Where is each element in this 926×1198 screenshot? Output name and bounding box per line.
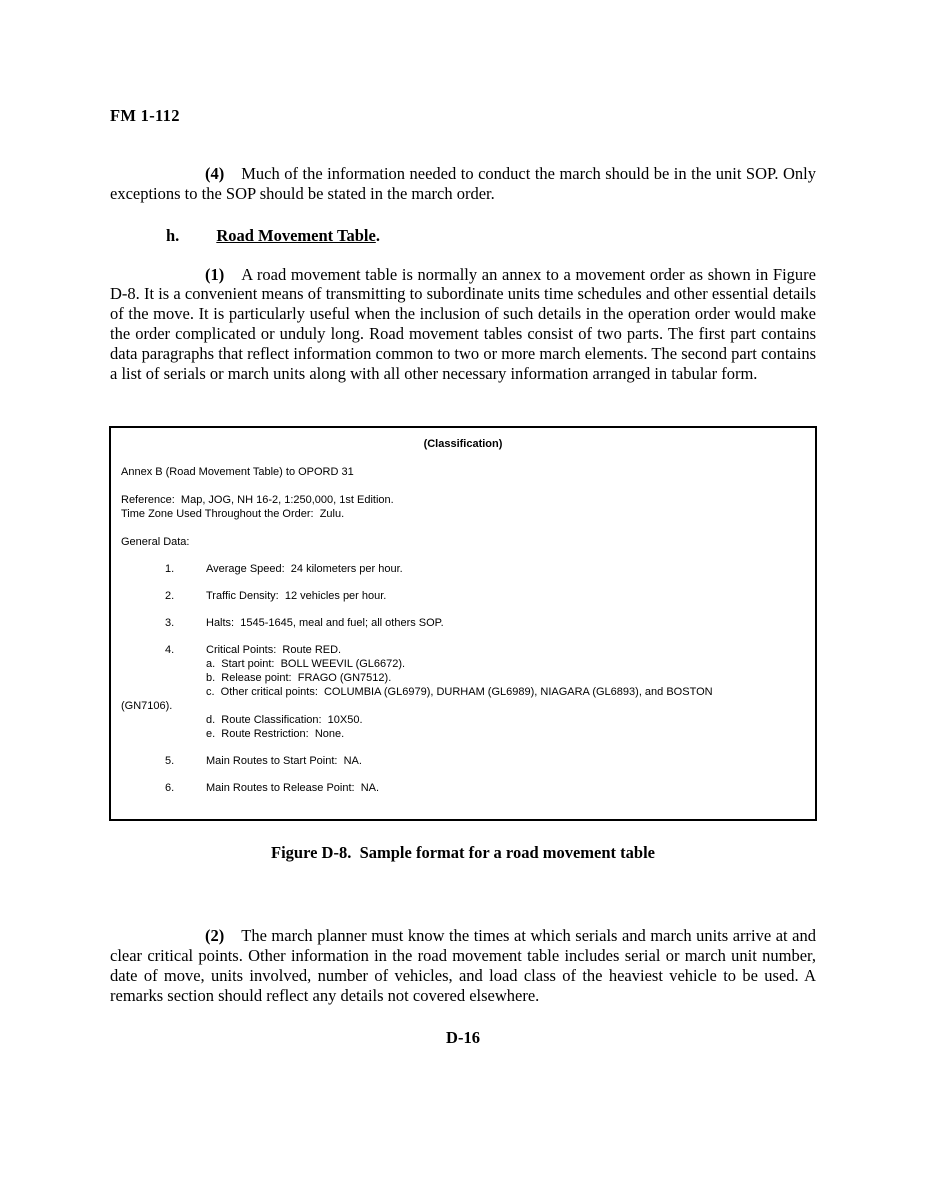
paragraph-2-number: (2)	[205, 926, 225, 946]
page-number: D-16	[446, 1027, 480, 1047]
paragraph-1-number: (1)	[205, 264, 225, 284]
section-letter: h.	[166, 225, 180, 245]
general-data-item-4	[121, 643, 805, 657]
reference-line: Reference: Map, JOG, NH 16-2, 1:250,000, 1st Edition.	[121, 494, 394, 507]
paragraph-4	[110, 164, 816, 204]
item-4-sub-a: a. Start point: BOLL WEEVIL (GL6672).	[206, 658, 406, 671]
item-number: 6.	[165, 782, 175, 795]
annex-title: Annex B (Road Movement Table) to OPORD 31	[121, 466, 354, 479]
item-4-sub-e: e. Route Restriction: None.	[206, 728, 345, 741]
general-data-item-1	[121, 562, 805, 576]
general-data-item-6	[121, 781, 805, 795]
item-number: 1.	[165, 563, 175, 576]
general-data-item-2	[121, 589, 805, 603]
paragraph-4-text: Much of the information needed to conduct the march should be in the unit SOP. Only exceptions to the SOP should be stated in the march order.	[110, 164, 816, 203]
paragraph-2-text: The march planner must know the times at which serials and march units arrive at and clear critical points. Other information in the road movement table includes serial or march unit number, date of move, units involved, number of vehicles, and load class of the heaviest vehicle to be used. A remarks section should reflect any details not covered elsewhere.	[110, 926, 816, 1005]
item-number: 2.	[165, 590, 175, 603]
general-data-label: General Data:	[121, 536, 190, 549]
figure-d8-box	[109, 426, 817, 821]
section-title-period: .	[375, 225, 380, 245]
paragraph-4-number: (4)	[205, 164, 225, 183]
paragraph-1-text: A road movement table is normally an annex to a movement order as shown in Figure D-8. It is a convenient means of transmitting to subordinate units time schedules and other essential details of the move. It is particularly useful when the inclusion of such details in the operation order would make the order complicated or unduly long. Road movement tables consist of two parts. The first part contains data paragraphs that reflect information common to two or more march elements. The second part contains a list of serials or march units along with all other necessary information arranged in tabular form.	[110, 264, 816, 383]
figure-caption: Figure D-8. Sample format for a road movement table	[270, 843, 656, 863]
item-4-sub-d: d. Route Classification: 10X50.	[206, 714, 363, 727]
timezone-line: Time Zone Used Throughout the Order: Zulu.	[121, 508, 345, 521]
item-number: 4.	[165, 644, 175, 657]
general-data-item-5	[121, 754, 805, 768]
paragraph-1	[110, 265, 816, 384]
item-text: Average Speed: 24 kilometers per hour.	[206, 563, 403, 576]
item-number: 3.	[165, 617, 175, 630]
manual-number: FM 1-112	[110, 106, 180, 125]
item-text: Critical Points: Route RED.	[206, 644, 342, 657]
paragraph-2	[110, 926, 816, 1005]
item-text: Halts: 1545-1645, meal and fuel; all others SOP.	[206, 617, 444, 630]
item-4-sub-b: b. Release point: FRAGO (GN7512).	[206, 672, 392, 685]
classification-marking: (Classification)	[423, 438, 503, 451]
item-4-sub-c: c. Other critical points: COLUMBIA (GL6979), DURHAM (GL6989), NIAGARA (GL6893), and BOSTON	[206, 686, 713, 699]
item-4-sub-c-carryover: (GN7106).	[121, 700, 173, 713]
item-text: Main Routes to Start Point: NA.	[206, 755, 362, 768]
item-text: Traffic Density: 12 vehicles per hour.	[206, 590, 387, 603]
section-heading-h	[110, 226, 816, 246]
item-number: 5.	[165, 755, 175, 768]
item-text: Main Routes to Release Point: NA.	[206, 782, 380, 795]
section-title: Road Movement Table	[216, 225, 376, 245]
general-data-item-3	[121, 616, 805, 630]
